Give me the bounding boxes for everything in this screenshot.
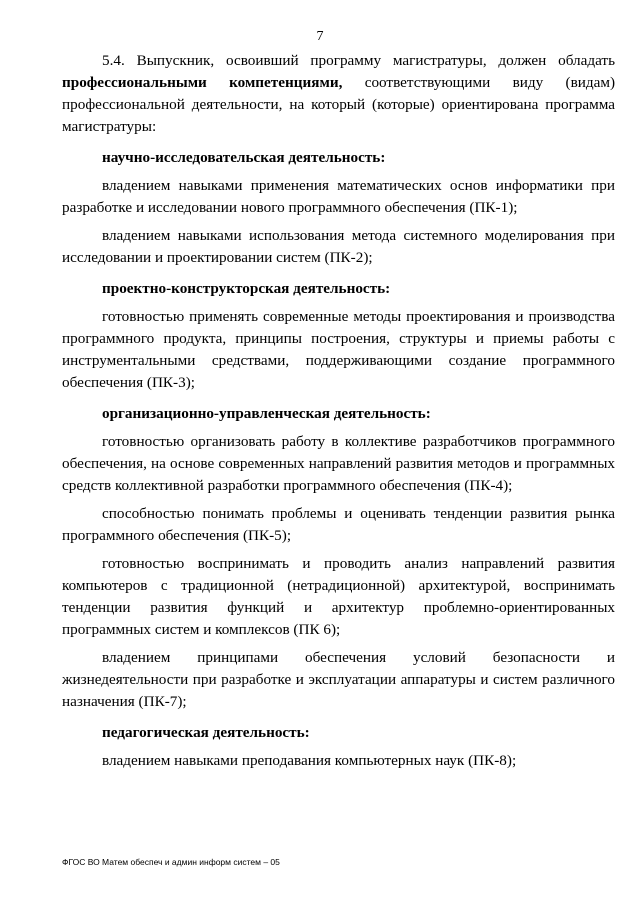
intro-lead: 5.4. Выпускник, освоивший программу магистратуры, должен обладать bbox=[102, 52, 615, 69]
intro-paragraph bbox=[62, 50, 615, 138]
section-heading: педагогическая деятельность: bbox=[102, 724, 310, 741]
competence-item: владением навыками применения математических основ информатики при разработке и исследовании нового программного обеспечения (ПК-1); bbox=[62, 177, 615, 216]
competence-item: владением принципами обеспечения условий безопасности и жизнедеятельности при разработке и эксплуатации аппаратуры и систем различного назначения (ПК-7); bbox=[62, 649, 615, 710]
document-body bbox=[62, 50, 615, 778]
competence-item: готовностью организовать работу в коллективе разработчиков программного обеспечения, на основе современных направлений развития методов и программных средств коллективной разработки программного обеспечения (ПК-4); bbox=[62, 433, 615, 494]
competence-item: готовностью применять современные методы проектирования и производства программного продукта, принципы построения, структуры и приемы работы с инструментальными средствами, поддерживающими создание программного обеспечения (ПК-3); bbox=[62, 308, 615, 391]
intro-rest: соответствующими виду (видам) профессиональной деятельности, на который (которые) ориентирована программа магистратуры: bbox=[62, 74, 616, 135]
section-heading: проектно-конструкторская деятельность: bbox=[102, 280, 391, 297]
page-number: 7 bbox=[316, 29, 324, 44]
intro-bold-term: профессиональными компетенциями, bbox=[62, 74, 343, 91]
competence-item: способностью понимать проблемы и оценивать тенденции развития рынка программного обеспечения (ПК-5); bbox=[62, 505, 615, 544]
competence-item: владением навыками преподавания компьютерных наук (ПК-8); bbox=[102, 752, 517, 769]
section-heading: научно-исследовательская деятельность: bbox=[102, 149, 386, 166]
competence-item: готовностью воспринимать и проводить анализ направлений развития компьютеров с традиционной (нетрадиционной) архитектурой, воспринимать тенденции развития функций и архитектур проблемно-ориентированных программных систем и комплексов (ПК 6); bbox=[62, 555, 615, 638]
page-footer: ФГОС ВО Матем обеспеч и админ информ систем – 05 bbox=[62, 857, 280, 867]
competence-item: владением навыками использования метода системного моделирования при исследовании и проектировании систем (ПК-2); bbox=[62, 227, 615, 266]
section-heading: организационно-управленческая деятельность: bbox=[102, 405, 431, 422]
